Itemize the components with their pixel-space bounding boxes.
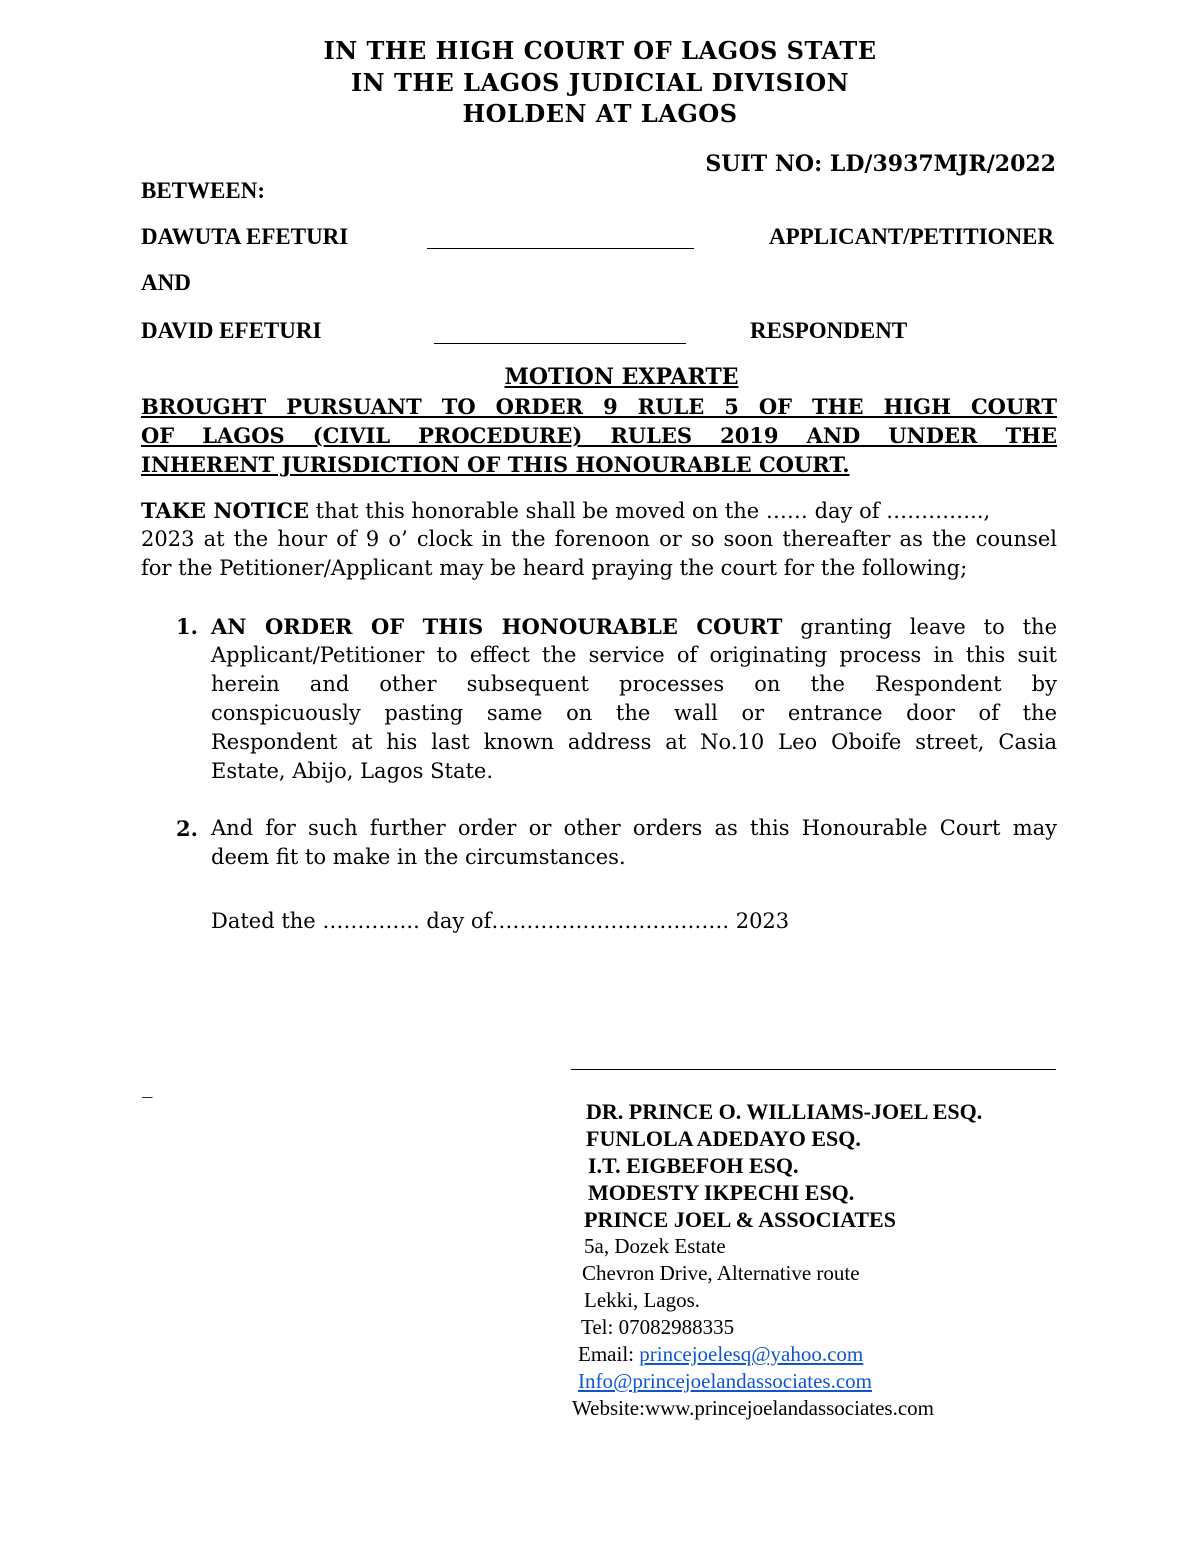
applicant-separator-line: [427, 248, 694, 249]
motion-basis-line-3: INHERENT JURISDICTION OF THIS HONOURABLE COURT.: [141, 452, 850, 477]
court-title: IN THE HIGH COURT OF LAGOS STATE: [323, 36, 877, 65]
prayer-1-lead: AN ORDER OF THIS HONOURABLE COURT: [211, 614, 783, 639]
telephone: Tel: 07082988335: [581, 1315, 735, 1339]
stray-mark: _: [142, 1074, 153, 1098]
prayer-2-line-1: And for such further order or other orders as this Honourable Court may: [211, 816, 1057, 840]
prayer-1-number: 1.: [176, 614, 198, 639]
notice-line-1: [141, 498, 1057, 523]
applicant-role: APPLICANT/PETITIONER: [769, 224, 1054, 249]
prayer-1-line-3: herein and other subsequent processes on the Respondent by: [211, 672, 1057, 696]
email-label: Email:: [578, 1342, 640, 1366]
motion-basis-line-2: OF LAGOS (CIVIL PROCEDURE) RULES 2019 AND UNDER THE: [141, 423, 1057, 448]
respondent-separator-line: [434, 343, 686, 344]
info-email-link[interactable]: Info@princejoelandassociates.com: [578, 1369, 872, 1393]
motion-basis-line-1: BROUGHT PURSUANT TO ORDER 9 RULE 5 OF THE HIGH COURT: [141, 394, 1057, 419]
suit-number: SUIT NO: LD/3937MJR/2022: [705, 151, 1056, 177]
between-label: BETWEEN:: [141, 178, 265, 203]
holden-title: HOLDEN AT LAGOS: [462, 99, 738, 128]
division-title: IN THE LAGOS JUDICIAL DIVISION: [350, 68, 850, 97]
notice-lead: TAKE NOTICE: [141, 498, 309, 523]
prayer-2-number: 2.: [176, 816, 198, 841]
prayer-1-line-4: conspicuously pasting same on the wall or entrance door of the: [211, 701, 1057, 725]
prayer-1-line-1: [211, 614, 1057, 639]
dated-line: Dated the ………….. day of……………………………. 2023: [211, 909, 790, 933]
counsel-4: MODESTY IKPECHI ESQ.: [588, 1180, 855, 1205]
firm-name: PRINCE JOEL & ASSOCIATES: [584, 1207, 896, 1232]
prayer-2-line-2: deem fit to make in the circumstances.: [211, 845, 626, 869]
email-line: [578, 1342, 863, 1367]
notice-line-1-text: that this honorable shall be moved on the …… day of …………..,: [309, 499, 991, 523]
prayer-1-line-6: Estate, Abijo, Lagos State.: [211, 759, 494, 783]
and-label: AND: [141, 270, 191, 295]
signature-line: [571, 1069, 1056, 1070]
prayer-1-line-5: Respondent at his last known address at No.10 Leo Oboife street, Casia: [211, 730, 1057, 754]
prayer-1-line-2: Applicant/Petitioner to effect the service of originating process in this suit: [211, 643, 1057, 667]
website: Website:www.princejoelandassociates.com: [572, 1396, 934, 1420]
counsel-2: FUNLOLA ADEDAYO ESQ.: [586, 1126, 861, 1151]
info-email-line: [578, 1369, 872, 1394]
motion-title: MOTION EXPARTE: [504, 364, 739, 390]
address-line-3: Lekki, Lagos.: [584, 1288, 701, 1312]
respondent-role: RESPONDENT: [750, 318, 908, 343]
address-line-2: Chevron Drive, Alternative route: [582, 1261, 860, 1285]
applicant-name: DAWUTA EFETURI: [141, 224, 349, 249]
prayer-1-line-1-text: granting leave to the: [782, 615, 1057, 639]
address-line-1: 5a, Dozek Estate: [584, 1234, 726, 1258]
respondent-name: DAVID EFETURI: [141, 318, 322, 343]
email-link[interactable]: princejoelesq@yahoo.com: [639, 1342, 864, 1366]
notice-line-2: 2023 at the hour of 9 o’ clock in the forenoon or so soon thereafter as the counsel: [141, 527, 1057, 551]
counsel-1: DR. PRINCE O. WILLIAMS-JOEL ESQ.: [586, 1099, 983, 1124]
counsel-3: I.T. EIGBEFOH ESQ.: [588, 1153, 799, 1178]
notice-line-3: for the Petitioner/Applicant may be heard praying the court for the following;: [141, 556, 968, 580]
